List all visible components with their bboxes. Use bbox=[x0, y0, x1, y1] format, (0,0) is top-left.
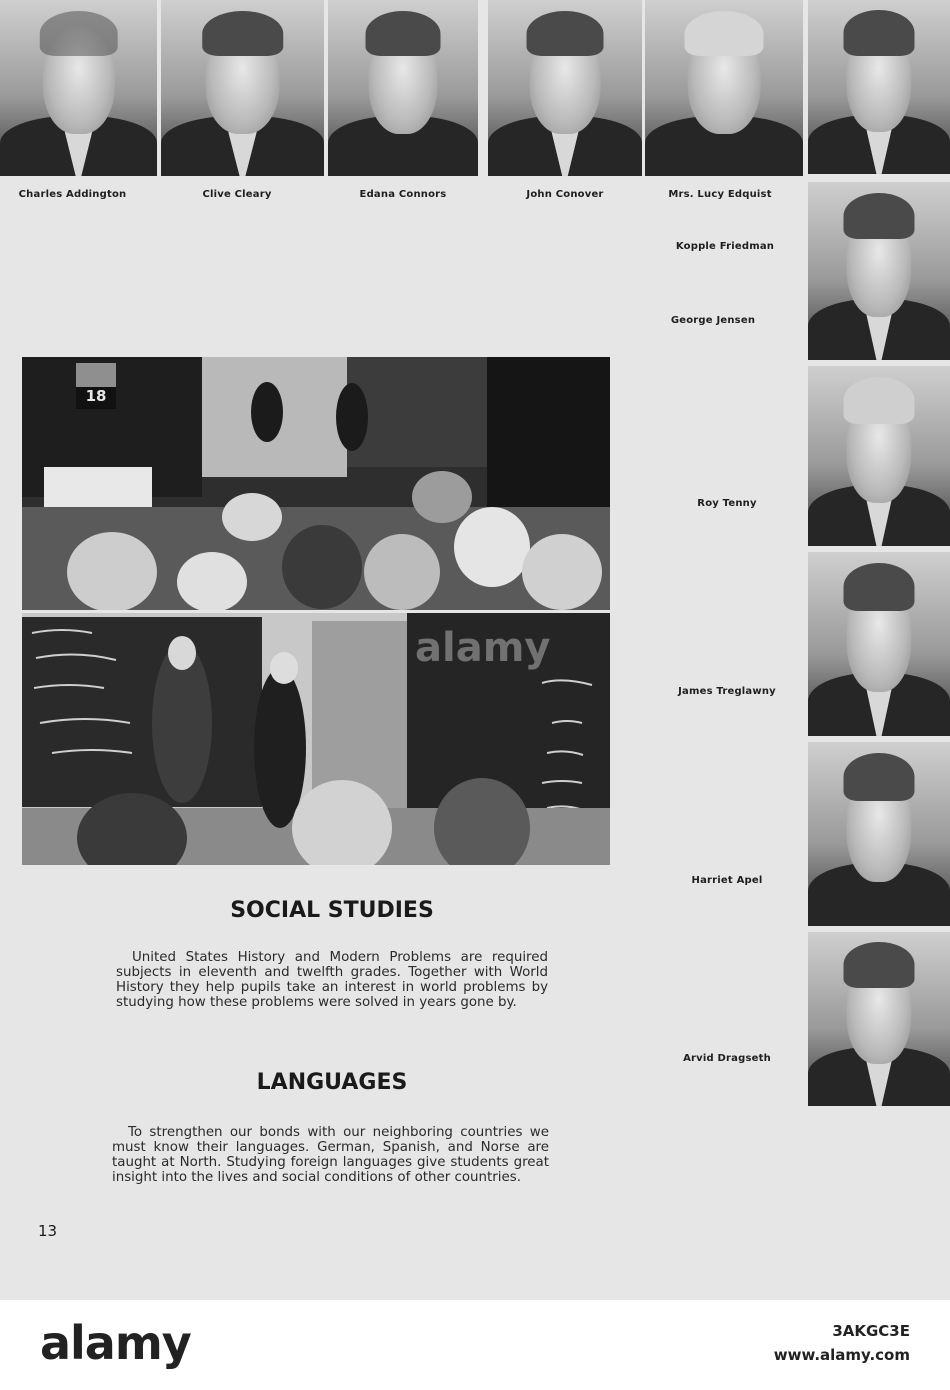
classroom-photo-map bbox=[22, 357, 610, 610]
classroom-map-scene bbox=[22, 357, 610, 610]
caption-harriet-apel: Harriet Apel bbox=[691, 875, 763, 886]
portrait-john-conover bbox=[488, 0, 642, 176]
portrait-arvid-dragseth bbox=[808, 932, 950, 1106]
portrait-clive-cleary bbox=[161, 0, 324, 176]
caption-james-treglawny: James Treglawny bbox=[678, 686, 776, 697]
room-number-sign: 18 bbox=[85, 387, 107, 405]
caption-edana-connors: Edana Connors bbox=[359, 189, 447, 200]
portrait-kopple-friedman bbox=[808, 0, 950, 174]
caption-kopple-friedman: Kopple Friedman bbox=[675, 241, 775, 252]
portrait-harriet-apel bbox=[808, 742, 950, 926]
portrait-charles-addington bbox=[0, 0, 157, 176]
languages-paragraph: To strengthen our bonds with our neighboring countries we must know their languages. German, Spanish, and Norse are taught at North. Studying foreign languages give students great insight into the lives and social conditions of other countries. bbox=[112, 1125, 549, 1185]
portrait-james-treglawny bbox=[808, 552, 950, 736]
page-number: 13 bbox=[38, 1222, 58, 1240]
portrait-roy-tenny bbox=[808, 366, 950, 546]
portrait-george-jensen bbox=[808, 182, 950, 360]
languages-heading: LANGUAGES bbox=[256, 1070, 408, 1095]
social-studies-heading: SOCIAL STUDIES bbox=[230, 898, 434, 923]
alamy-logo: alamy bbox=[40, 1316, 191, 1370]
portrait-lucy-edquist bbox=[645, 0, 803, 176]
caption-charles-addington: Charles Addington bbox=[18, 189, 127, 200]
caption-roy-tenny: Roy Tenny bbox=[697, 498, 757, 509]
social-studies-paragraph: United States History and Modern Problems are required subjects in eleventh and twelfth grades. Together with World History they help pupils take an interest in world problems by studying how these problems were solved in years gone by. bbox=[116, 950, 548, 1010]
caption-clive-cleary: Clive Cleary bbox=[202, 189, 272, 200]
site-url-label: www.alamy.com bbox=[773, 1346, 910, 1364]
portrait-edana-connors bbox=[328, 0, 478, 176]
caption-george-jensen: George Jensen bbox=[670, 315, 756, 326]
watermark-overlay: alamy bbox=[415, 625, 551, 671]
caption-john-conover: John Conover bbox=[526, 189, 604, 200]
image-id-label: 3AKGC3E bbox=[832, 1322, 910, 1340]
caption-lucy-edquist: Mrs. Lucy Edquist bbox=[668, 189, 772, 200]
caption-arvid-dragseth: Arvid Dragseth bbox=[683, 1053, 771, 1064]
